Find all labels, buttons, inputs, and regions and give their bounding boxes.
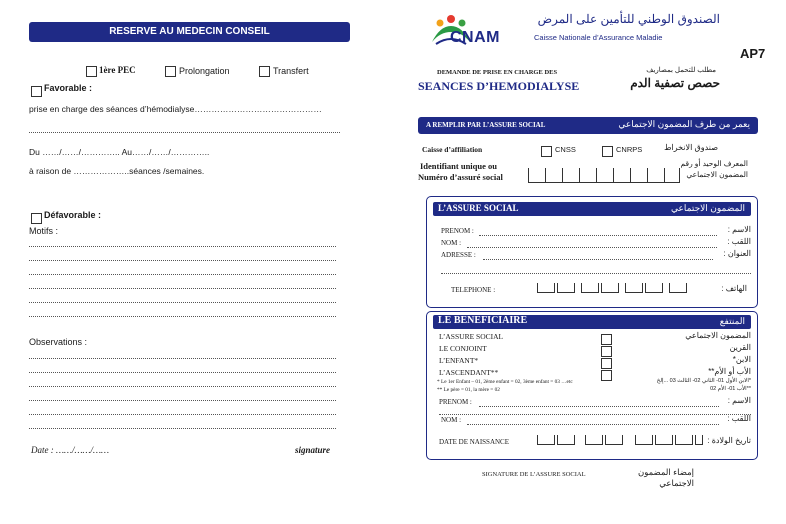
motifs-label: Motifs : xyxy=(29,226,59,236)
assure-prenom-input[interactable] xyxy=(479,235,717,236)
beneficiaire-naissance-label: DATE DE NAISSANCE xyxy=(439,438,509,446)
beneficiaire-option-conjoint-ar: القرين xyxy=(729,343,751,352)
beneficiaire-option-enfant-ar: الابن* xyxy=(732,355,751,364)
form-code: AP7 xyxy=(740,46,766,61)
motifs-line xyxy=(29,288,336,289)
beneficiaire-option-conjoint: LE CONJOINT xyxy=(439,344,487,353)
beneficiaire-option-assure: L’ASSURE SOCIAL xyxy=(439,332,504,341)
caisse-label-ar: صندوق الانخراط xyxy=(664,143,718,152)
beneficiaire-option-assure-ar: المضمون الاجتماعي xyxy=(685,331,751,340)
assure-telephone-label: TELEPHONE : xyxy=(451,286,496,294)
demande-label-ar: مطلب للتحمل بمصاريف xyxy=(646,67,716,74)
checkbox-beneficiaire-ascendant[interactable] xyxy=(601,370,612,381)
motifs-line xyxy=(29,316,336,317)
beneficiaire-note-2: ** Le père = 01, la mère = 02 xyxy=(437,387,500,393)
form-title-ar: حصص تصفية الدم xyxy=(630,76,720,90)
demande-label: DEMANDE DE PRISE EN CHARGE DES xyxy=(437,69,558,76)
form-title-fr: SEANCES D’HEMODIALYSE xyxy=(418,79,580,93)
beneficiaire-note-1: * Le 1er Enfant – 01, 2ème enfant = 02, 3ème enfant = 03 …etc xyxy=(437,379,573,385)
motifs-line xyxy=(29,302,336,303)
left-header-text: RESERVE AU MEDECIN CONSEIL xyxy=(109,26,270,37)
observations-line xyxy=(29,358,336,359)
checkbox-prolongation[interactable] xyxy=(165,66,176,77)
assure-signature-label-ar: إمضاء المضمون الاجتماعي xyxy=(637,467,694,488)
identifiant-label-1: Identifiant unique ou xyxy=(420,161,497,171)
assure-telephone-input[interactable] xyxy=(537,283,697,295)
beneficiaire-option-ascendant-ar: الأب أو الأم** xyxy=(708,367,751,376)
option-cnss: CNSS xyxy=(555,145,576,154)
assure-nom-input[interactable] xyxy=(467,247,717,248)
beneficiaire-prenom-line-2[interactable] xyxy=(439,414,751,415)
pec-line: prise en charge des séances d’hémodialyse……………………………………… xyxy=(29,104,322,114)
assure-adresse-label-ar: العنوان : xyxy=(723,249,751,258)
motifs-line xyxy=(29,246,336,247)
assure-title-bar xyxy=(433,202,751,216)
observations-line xyxy=(29,400,336,401)
beneficiaire-naissance-label-ar: تاريخ الولادة : xyxy=(707,436,751,445)
beneficiaire-note-2-ar: **الأب 01- الأم 02 xyxy=(710,386,751,392)
left-header-bar xyxy=(29,22,350,42)
beneficiaire-nom-label: NOM : xyxy=(441,416,462,424)
option-cnrps: CNRPS xyxy=(616,145,643,154)
beneficiaire-section xyxy=(426,311,758,460)
cnam-logo xyxy=(426,12,536,46)
identifiant-label-ar-1: المعرف الوحيد أو رقم xyxy=(680,159,748,168)
beneficiaire-title-bar xyxy=(433,315,751,329)
beneficiaire-title-fr: LE BENEFICIAIRE xyxy=(438,315,528,326)
assure-nom-label: NOM : xyxy=(441,239,462,247)
checkbox-cnrps[interactable] xyxy=(602,146,613,157)
beneficiaire-title-ar: المنتفع xyxy=(719,316,745,326)
frequency-line: à raison de ………………..séances /semaines. xyxy=(29,166,205,176)
checkbox-cnss[interactable] xyxy=(541,146,552,157)
assure-section xyxy=(426,196,758,308)
favorable-label: Favorable : xyxy=(44,83,93,93)
motifs-line xyxy=(29,260,336,261)
observations-label: Observations : xyxy=(29,337,88,347)
assure-title-fr: L’ASSURE SOCIAL xyxy=(438,203,519,213)
period-line: Du ……/……/………….. Au……/……/………….. xyxy=(29,147,210,157)
assure-prenom-label-ar: الاسم : xyxy=(727,225,751,234)
fill-instruction-fr: A REMPLIR PAR L’ASSURE SOCIAL xyxy=(426,121,546,129)
cnam-arabic-name: الصندوق الوطني للتأمين على المرض xyxy=(537,12,720,26)
beneficiaire-option-ascendant: L’ASCENDANT** xyxy=(439,368,499,377)
observations-line xyxy=(29,414,336,415)
beneficiaire-naissance-input[interactable] xyxy=(537,435,703,447)
checkbox-defavorable[interactable] xyxy=(31,213,42,224)
assure-title-ar: المضمون الاجتماعي xyxy=(671,203,745,213)
dotted-line xyxy=(29,132,340,133)
date-field: Date : ……/……/…… xyxy=(31,445,110,455)
caisse-label: Caisse d’affiliation xyxy=(422,145,483,154)
identifiant-input[interactable] xyxy=(528,162,680,183)
observations-line xyxy=(29,386,336,387)
identifiant-label-2: Numéro d’assuré social xyxy=(418,172,503,182)
beneficiaire-prenom-input[interactable] xyxy=(479,406,719,407)
left-signature-label: signature xyxy=(295,445,331,455)
checkbox-favorable[interactable] xyxy=(31,86,42,97)
motifs-line xyxy=(29,274,336,275)
option-prolongation: Prolongation xyxy=(179,66,230,76)
observations-line xyxy=(29,428,336,429)
cnam-french-name: Caisse Nationale d’Assurance Maladie xyxy=(534,33,663,42)
identifiant-label-ar-2: المضمون الاجتماعي xyxy=(686,170,748,179)
assure-signature-label: SIGNATURE DE L’ASSURE SOCIAL xyxy=(482,471,586,478)
cnam-wordmark: CNAM xyxy=(450,29,500,46)
beneficiaire-note-1-ar: *الابن الأول 01- الثاني 02- الثالث 03 ...إلخ xyxy=(656,378,751,384)
assure-nom-label-ar: اللقب : xyxy=(727,237,751,246)
assure-prenom-label: PRENOM : xyxy=(441,227,474,235)
fill-instruction-bar xyxy=(418,117,758,134)
checkbox-transfert[interactable] xyxy=(259,66,270,77)
assure-adresse-label: ADRESSE : xyxy=(441,251,476,259)
checkbox-first-pec[interactable] xyxy=(86,66,97,77)
assure-adresse-input[interactable] xyxy=(483,259,713,260)
beneficiaire-prenom-label: PRENOM : xyxy=(439,398,472,406)
beneficiaire-option-enfant: L’ENFANT* xyxy=(439,356,479,365)
option-first-pec: 1ère PEC xyxy=(99,65,136,75)
assure-telephone-label-ar: الهاتف : xyxy=(721,284,747,293)
beneficiaire-nom-label-ar: اللقب : xyxy=(727,414,751,423)
defavorable-label: Défavorable : xyxy=(44,210,102,220)
assure-adresse-line-2[interactable] xyxy=(441,273,751,274)
observations-line xyxy=(29,372,336,373)
beneficiaire-nom-input[interactable] xyxy=(467,424,719,425)
fill-instruction-ar: يعمر من طرف المضمون الاجتماعي xyxy=(618,119,750,129)
beneficiaire-prenom-label-ar: الاسم : xyxy=(727,396,751,405)
option-transfert: Transfert xyxy=(273,66,309,76)
